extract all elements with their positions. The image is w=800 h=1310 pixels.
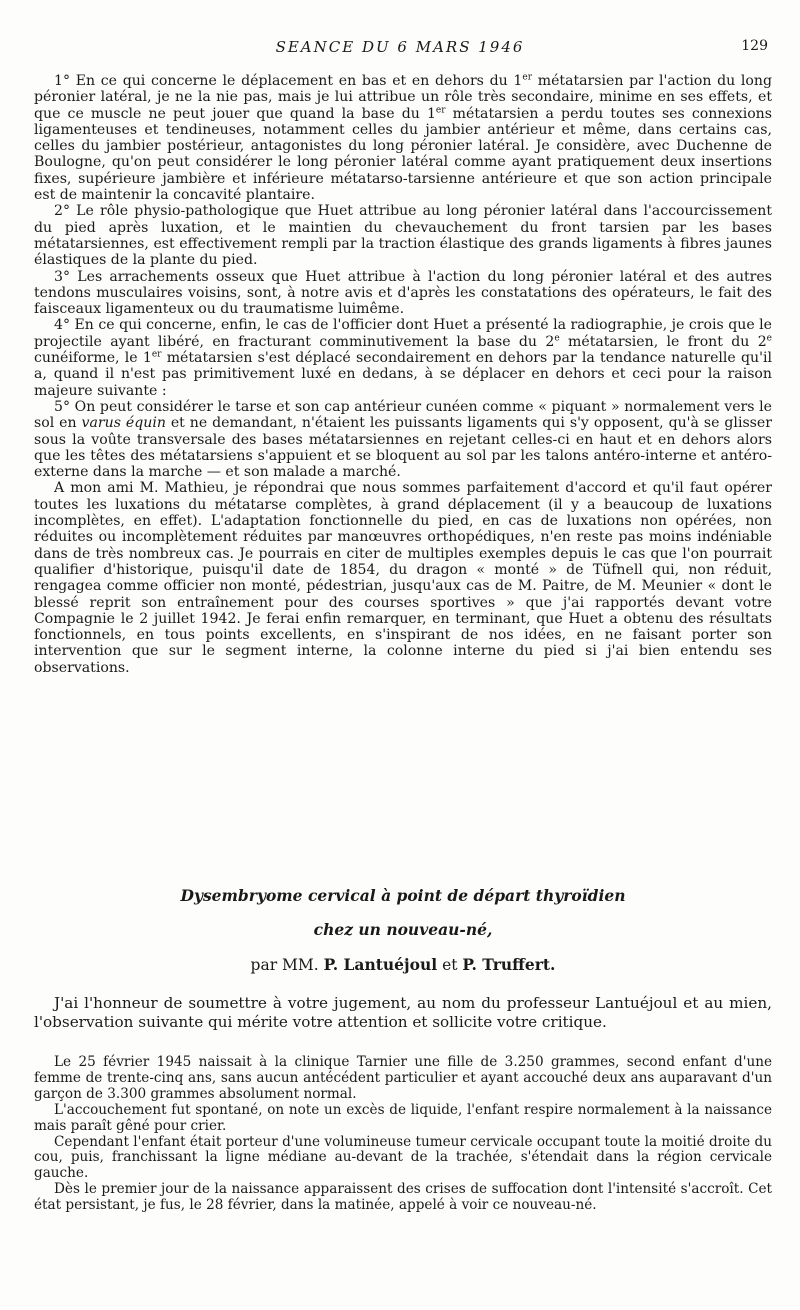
paragraph-5 <box>34 399 772 480</box>
article-authors <box>34 955 772 974</box>
observation-text <box>34 1055 772 1214</box>
text-run: 4° En ce qui concerne, enfin, le cas de l'officier dont Huet a présenté la radiographie, je crois que le projectile ayant libéré, en fracturant comminutivement la base du 2 <box>34 317 772 350</box>
intro-paragraph: J'ai l'honneur de soumettre à votre jugement, au nom du professeur Lantuéjoul et au mien, l'observation suivante qui mérite votre attention et sollicite votre critique. <box>34 994 772 1031</box>
running-title: SEANCE DU 6 MARS 1946 <box>275 38 525 56</box>
previous-article-body <box>34 73 772 676</box>
paragraph-2: 2° Le rôle physio-pathologique que Huet attribue au long péronier latéral dans l'accourcissement du pied après luxation, et le maintien du chevauchement du front tarsien par les bases métatarsiennes, est effectivement rempli par la traction élastique des grands ligaments à fibres jaunes élastiques de la plante du pied. <box>34 203 772 269</box>
text-run: métatarsien s'est déplacé secondairement en dehors par la tendance naturelle qu'il a, quand il n'est pas primitivement luxé en dedans, à se déplacer en dehors et ceci pour la raison majeure suivante : <box>34 350 772 399</box>
article-title-line-2: chez un nouveau-né, <box>313 920 493 939</box>
article-title <box>34 880 772 948</box>
authors-prefix: par MM. <box>250 956 324 974</box>
author-1: P. Lantuéjoul <box>323 955 438 974</box>
running-head <box>0 38 800 60</box>
observation-paragraph-3: Cependant l'enfant était porteur d'une volumineuse tumeur cervicale occupant toute la moitié droite du cou, puis, franchissant la ligne médiane au-devant de la trachée, s'étendait dans la région cervicale gauche. <box>34 1133 772 1182</box>
text-run: 1° En ce qui concerne le déplacement en bas et en dehors du 1 <box>54 73 523 89</box>
observation-paragraph-4: Dès le premier jour de la naissance apparaissent des crises de suffocation dont l'intensité s'accroît. Cet état persistant, je fus, le 28 février, dans la matinée, appelé à voir ce nouveau-né. <box>34 1181 772 1214</box>
superscript: er <box>151 349 162 360</box>
observation-paragraph-2: L'accouchement fut spontané, on note un excès de liquide, l'enfant respire normalement à la naissance mais paraît gêné pour crier. <box>34 1101 772 1134</box>
superscript: e <box>766 333 772 344</box>
page-number: 129 <box>741 38 768 54</box>
author-2: P. Truffert. <box>462 955 556 974</box>
text-run: métatarsien, le front du 2 <box>559 333 767 350</box>
superscript: e <box>554 333 560 344</box>
article-intro <box>34 994 772 1031</box>
observation-paragraph-1: Le 25 février 1945 naissait à la clinique Tarnier une fille de 3.250 grammes, second enfant d'une femme de trente-cinq ans, sans aucun antécédent particulier et ayant accouché deux ans auparavant d'un garçon de 3.300 grammes absolument normal. <box>34 1054 772 1102</box>
superscript: er <box>522 72 533 83</box>
paragraph-6: A mon ami M. Mathieu, je répondrai que nous sommes parfaitement d'accord et qu'il faut opérer toutes les luxations du métatarse complètes, à grand déplacement (il y a beaucoup de luxations incomplètes, en effet). L'adaptation fonctionnelle du pied, en cas de luxations non opérées, non réduites ou incomplètement réduites par manœuvres orthopédiques, n'en reste pas moins indéniable dans de très nombreux cas. Je pourrais en citer de multiples exemples depuis le cas que l'on pourrait qualifier d'historique, puisqu'il date de 1854, du dragon « monté » de Tüfnell qui, non réduit, rengagea comme officier non monté, pédestrian, jusqu'aux cas de M. Paitre, de M. Meunier « dont le blessé reprit son entraînement pour des courses sportives » que j'ai rapportés devant votre Compagnie le 2 juillet 1942. Je ferai enfin remarquer, en terminant, que Huet a obtenu des résultats fonctionnels, en tous points excellents, en s'inspirant de nos idées, en ne faisant porter son intervention que sur le segment interne, la colonne interne du pied si j'ai bien entendu ses observations. <box>34 480 772 676</box>
italic-term: varus équin <box>81 415 166 432</box>
text-run: cunéiforme, le 1 <box>34 350 152 367</box>
paragraph-4 <box>34 317 772 398</box>
paragraph-1 <box>34 73 772 203</box>
text-run: et ne demandant, n'étaient les puissants ligaments qui s'y opposent, qu'à se glisser sous la voûte transversale des bases métatarsiennes en rejetant celles-ci en haut et en dehors alors que les têtes des métatarsiens s'appuient et se bloquent au sol par les talons antéro-interne et antéro-externe dans la marche — et son malade a marché. <box>34 415 772 481</box>
paragraph-3: 3° Les arrachements osseux que Huet attribue à l'action du long péronier latéral et des autres tendons musculaires voisins, sont, à notre avis et d'après les constatations des opérateurs, le fait des faisceaux ligamenteux ou du traumatisme luimême. <box>34 268 772 318</box>
article-title-line-1: Dysembryome cervical à point de départ thyroïdien <box>180 886 626 905</box>
superscript: er <box>435 104 446 115</box>
text-run: 5° On peut considérer le tarse et son cap antérieur cunéen comme « piquant » normalement vers le sol en <box>34 398 772 432</box>
text-run: métatarsien a perdu toutes ses connexions ligamenteuses et tendineuses, notamment celles du jambier antérieur et même, dans certains cas, celles du jambier postérieur, antagonistes du long péronier latéral. Je considère, avec Duchenne de Boulogne, qu'on peut considérer le long péronier latéral comme ayant pratiquement deux insertions fixes, supérieure jambière et inférieure métatarso-tarsienne antérieure et que son action principale est de maintenir la concavité plantaire. <box>34 105 772 204</box>
text-run: métatarsien par l'action du long péronier latéral, je ne la nie pas, mais je lui attribue un rôle très secondaire, minime en ses effets, et que ce muscle ne peut jouer que quand la base du 1 <box>34 73 772 122</box>
authors-and: et <box>437 956 463 974</box>
